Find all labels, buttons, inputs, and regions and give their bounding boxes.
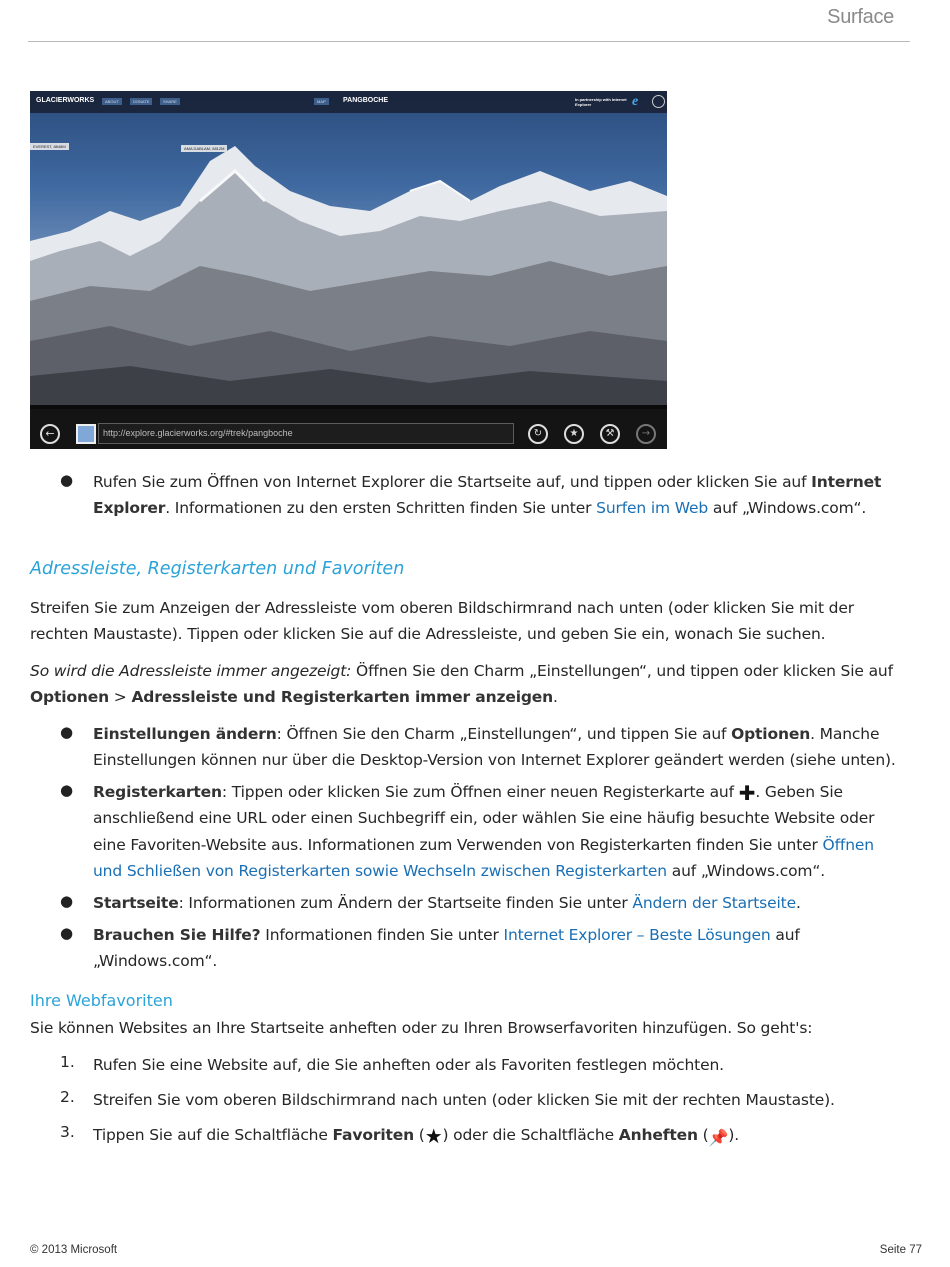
- bullet-text: und Schließen von Registerkarten sowie Wechseln zwischen Registerkarten auf „Windows.com“.: [93, 862, 826, 880]
- address-bar-row: [30, 419, 667, 449]
- bullet-icon: ●: [60, 723, 74, 741]
- nav-link-donate[interactable]: DONATE: [130, 98, 152, 105]
- nav-link-share[interactable]: SHARE: [160, 98, 180, 105]
- map-button[interactable]: MAP: [314, 98, 329, 105]
- link-registerkarten-cont[interactable]: und Schließen von Registerkarten sowie Wechseln zwischen Registerkarten: [93, 862, 667, 880]
- paragraph-line: Sie können Websites an Ihre Startseite anheften oder zu Ihren Browserfavoriten hinzufügen. So geht's:: [30, 1019, 813, 1037]
- link-startseite[interactable]: Ändern der Startseite: [632, 894, 796, 912]
- brand-label: Surface: [827, 6, 894, 28]
- copyright: © 2013 Microsoft: [30, 1244, 118, 1256]
- intro-bullet-text: Rufen Sie zum Öffnen von Internet Explorer die Startseite auf, und tippen oder klicken Sie auf Internet: [93, 473, 882, 491]
- peak-tag-ama-dablam[interactable]: AMA DABLAM, 6812M: [181, 145, 227, 152]
- peak-tag-everest[interactable]: EVEREST, 8848M: [30, 143, 69, 150]
- link-surfen-im-web[interactable]: Surfen im Web: [596, 499, 709, 517]
- paragraph-line: Streifen Sie zum Anzeigen der Adressleiste vom oberen Bildschirmrand nach unten (oder klicken Sie mit der: [30, 599, 854, 617]
- header-divider: [28, 41, 910, 42]
- link-ie-loesungen[interactable]: Internet Explorer – Beste Lösungen: [503, 926, 771, 944]
- ie-screenshot: [30, 91, 667, 449]
- bullet-icon: ●: [60, 892, 74, 910]
- subsection-heading: Ihre Webfavoriten: [30, 991, 173, 1010]
- tools-wrench-icon[interactable]: ⚒: [600, 424, 620, 444]
- pin-icon: 📌: [708, 1128, 729, 1147]
- bullet-text: „Windows.com“.: [93, 952, 218, 970]
- star-icon: ★: [424, 1124, 443, 1148]
- partner-text: In partnership with Internet Explorer: [575, 97, 627, 107]
- bullet-icon: ●: [60, 924, 74, 942]
- paragraph-line: Optionen > Adressleiste und Registerkarten immer anzeigen.: [30, 688, 558, 706]
- paragraph-line: So wird die Adressleiste immer angezeigt: Öffnen Sie den Charm „Einstellungen“, und tippen oder klicken Sie auf: [30, 662, 893, 680]
- step-text: Tippen Sie auf die Schaltfläche Favoriten (★) oder die Schaltfläche Anheften (📌).: [93, 1124, 739, 1148]
- favorites-star-icon[interactable]: ★: [564, 424, 584, 444]
- link-registerkarten[interactable]: Öffnen: [822, 836, 874, 854]
- bullet-icon: ●: [60, 471, 74, 489]
- section-heading: Adressleiste, Registerkarten und Favoriten: [30, 559, 405, 579]
- bullet-text: Einstellungen können nur über die Desktop-Version von Internet Explorer geändert werden (siehe unten).: [93, 751, 896, 769]
- wrench-icon[interactable]: [652, 95, 665, 108]
- bullet-text: Startseite: Informationen zum Ändern der Startseite finden Sie unter Ändern der Startseite.: [93, 894, 801, 912]
- step-text: Rufen Sie eine Website auf, die Sie anheften oder als Favoriten festlegen möchten.: [93, 1056, 724, 1074]
- plus-icon: ✚: [738, 781, 756, 805]
- bullet-text: Registerkarten: Tippen oder klicken Sie zum Öffnen einer neuen Registerkarte auf ✚. Geben Sie: [93, 781, 843, 805]
- bullet-text: Einstellungen ändern: Öffnen Sie den Charm „Einstellungen“, und tippen Sie auf Optionen. Manche: [93, 725, 880, 743]
- bullet-text: anschließend eine URL oder einen Suchbegriff ein, oder wählen Sie eine häufig besuchte Website oder: [93, 809, 875, 827]
- bullet-text: Brauchen Sie Hilfe? Informationen finden Sie unter Internet Explorer – Beste Lösungen auf: [93, 926, 800, 944]
- page-number: Seite 77: [879, 1244, 922, 1256]
- nav-link-about[interactable]: ABOUT: [102, 98, 122, 105]
- ie-logo-icon: e: [632, 94, 639, 109]
- bullet-text: eine Favoriten-Website aus. Informationen zum Verwenden von Registerkarten finden Sie unter Öffnen: [93, 836, 874, 854]
- bullet-icon: ●: [60, 781, 74, 799]
- step-number: 1.: [60, 1053, 75, 1071]
- url-field[interactable]: http://explore.glacierworks.org/#trek/pangboche: [98, 423, 514, 444]
- back-arrow-icon[interactable]: ←: [40, 424, 60, 444]
- paragraph-line: rechten Maustaste). Tippen oder klicken Sie auf die Adressleiste, und geben Sie ein, wonach Sie suchen.: [30, 625, 826, 643]
- forward-arrow-icon[interactable]: →: [636, 424, 656, 444]
- mountain-image: [30, 91, 667, 405]
- refresh-icon[interactable]: ↻: [528, 424, 548, 444]
- page-title: PANGBOCHE: [343, 97, 388, 104]
- step-number: 2.: [60, 1088, 75, 1106]
- step-text: Streifen Sie vom oberen Bildschirmrand nach unten (oder klicken Sie mit der rechten Maustaste).: [93, 1091, 835, 1109]
- site-favicon-icon: [76, 424, 96, 444]
- site-name[interactable]: GLACIERWORKS: [36, 97, 95, 104]
- intro-bullet-line2: Explorer. Informationen zu den ersten Schritten finden Sie unter Surfen im Web auf „Windows.com“.: [93, 499, 867, 517]
- step-number: 3.: [60, 1123, 75, 1141]
